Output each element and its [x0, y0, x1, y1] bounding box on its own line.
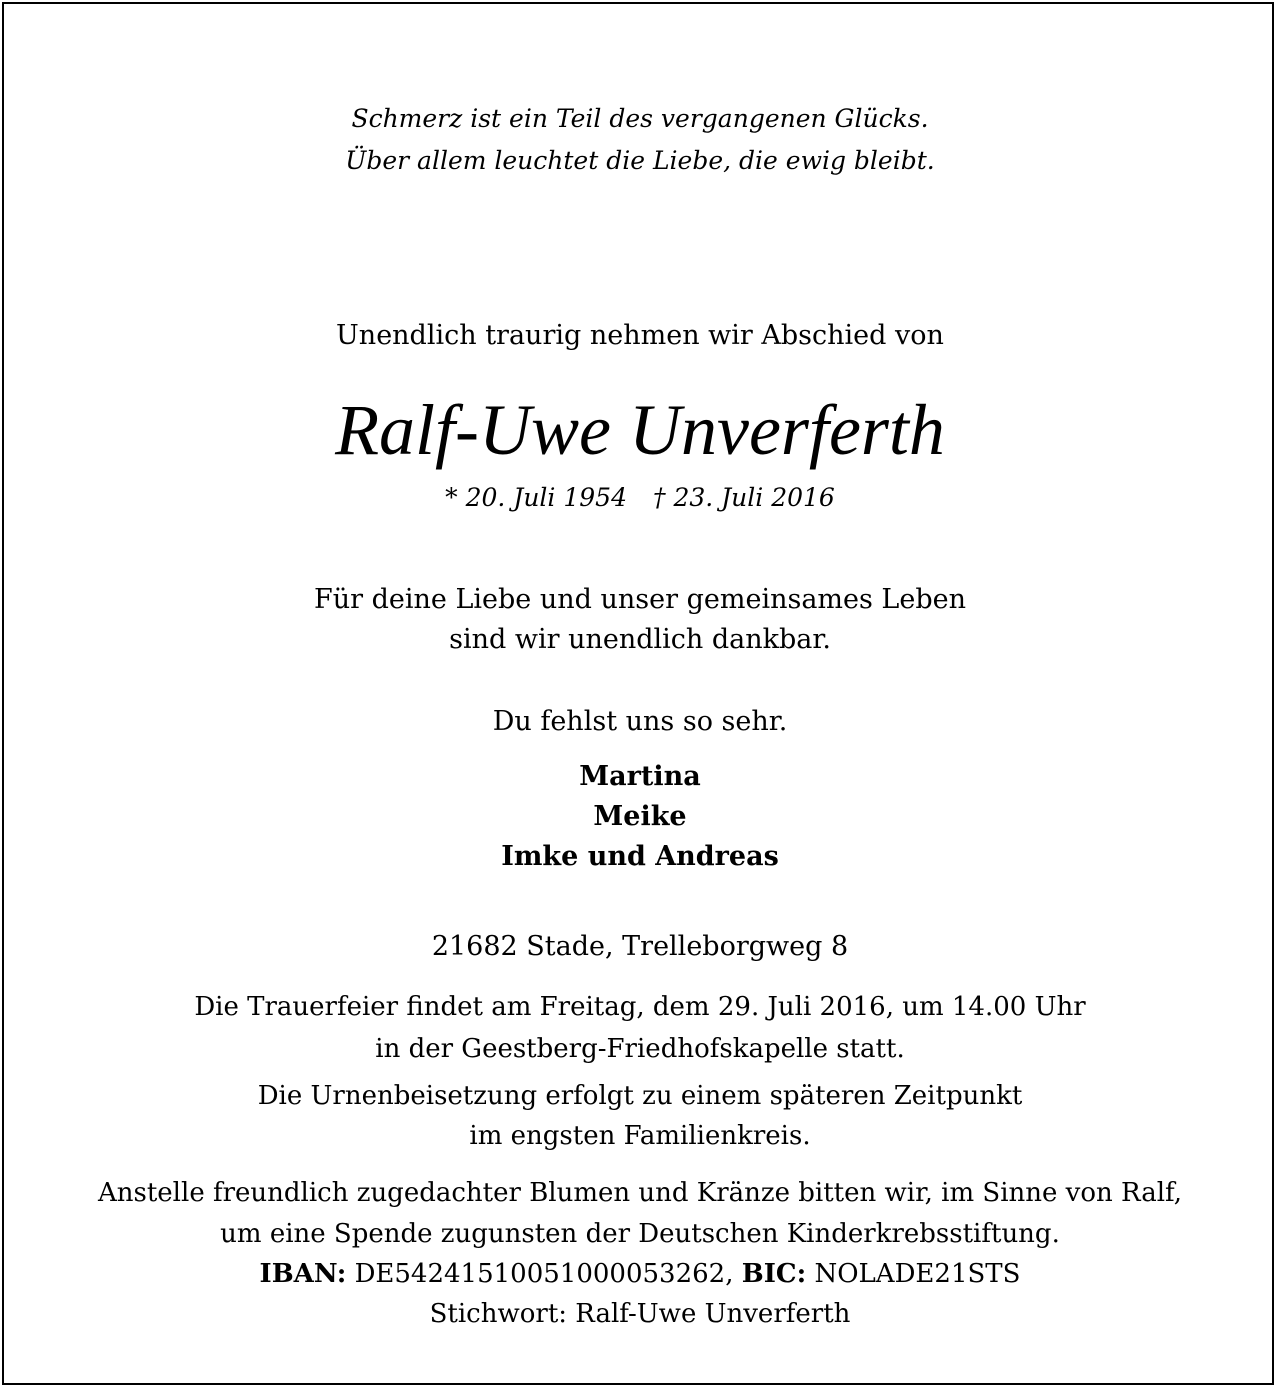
gratitude-line-2: sind wir unendlich dankbar. — [449, 624, 831, 655]
gratitude-line-1: Für deine Liebe und unser gemeinsames Leben — [314, 584, 966, 615]
iban-value: DE54241510051000053262, — [354, 1259, 734, 1289]
mourner-name: Martina — [579, 761, 701, 792]
mourner-name: Meike — [593, 801, 687, 832]
address: 21682 Stade, Trelleborgweg 8 — [431, 931, 849, 962]
deceased-name: Ralf-Uwe Unverferth — [335, 390, 945, 470]
urn-line-1: Die Urnenbeisetzung erfolgt zu einem späteren Zeitpunkt — [257, 1081, 1023, 1111]
bic-value: NOLADE21STS — [814, 1259, 1021, 1289]
death-date: † 23. Juli 2016 — [653, 483, 835, 512]
birth-date: * 20. Juli 1954 — [445, 483, 627, 512]
intro-text: Unendlich traurig nehmen wir Abschied von — [336, 320, 944, 351]
iban-label: IBAN: — [259, 1259, 347, 1289]
donation-line-2: um eine Spende zugunsten der Deutschen Kinderkrebsstiftung. — [220, 1219, 1060, 1249]
ceremony-line-1: Die Trauerfeier findet am Freitag, dem 29. Juli 2016, um 14.00 Uhr — [194, 992, 1086, 1022]
bank-details — [0, 1254, 1280, 1294]
missing-text: Du fehlst uns so sehr. — [492, 706, 788, 737]
life-dates — [0, 480, 1280, 516]
donation-keyword: Stichwort: Ralf-Uwe Unverferth — [429, 1299, 851, 1329]
ceremony-line-2: in der Geestberg-Friedhofskapelle statt. — [375, 1034, 905, 1064]
mourner-name: Imke und Andreas — [501, 841, 779, 872]
motto-line-2: Über allem leuchtet die Liebe, die ewig bleibt. — [345, 146, 935, 175]
bic-label: BIC: — [741, 1259, 807, 1289]
urn-line-2: im engsten Familienkreis. — [469, 1121, 811, 1151]
donation-line-1: Anstelle freundlich zugedachter Blumen und Kränze bitten wir, im Sinne von Ralf, — [97, 1178, 1182, 1208]
motto-line-1: Schmerz ist ein Teil des vergangenen Glücks. — [351, 104, 929, 133]
